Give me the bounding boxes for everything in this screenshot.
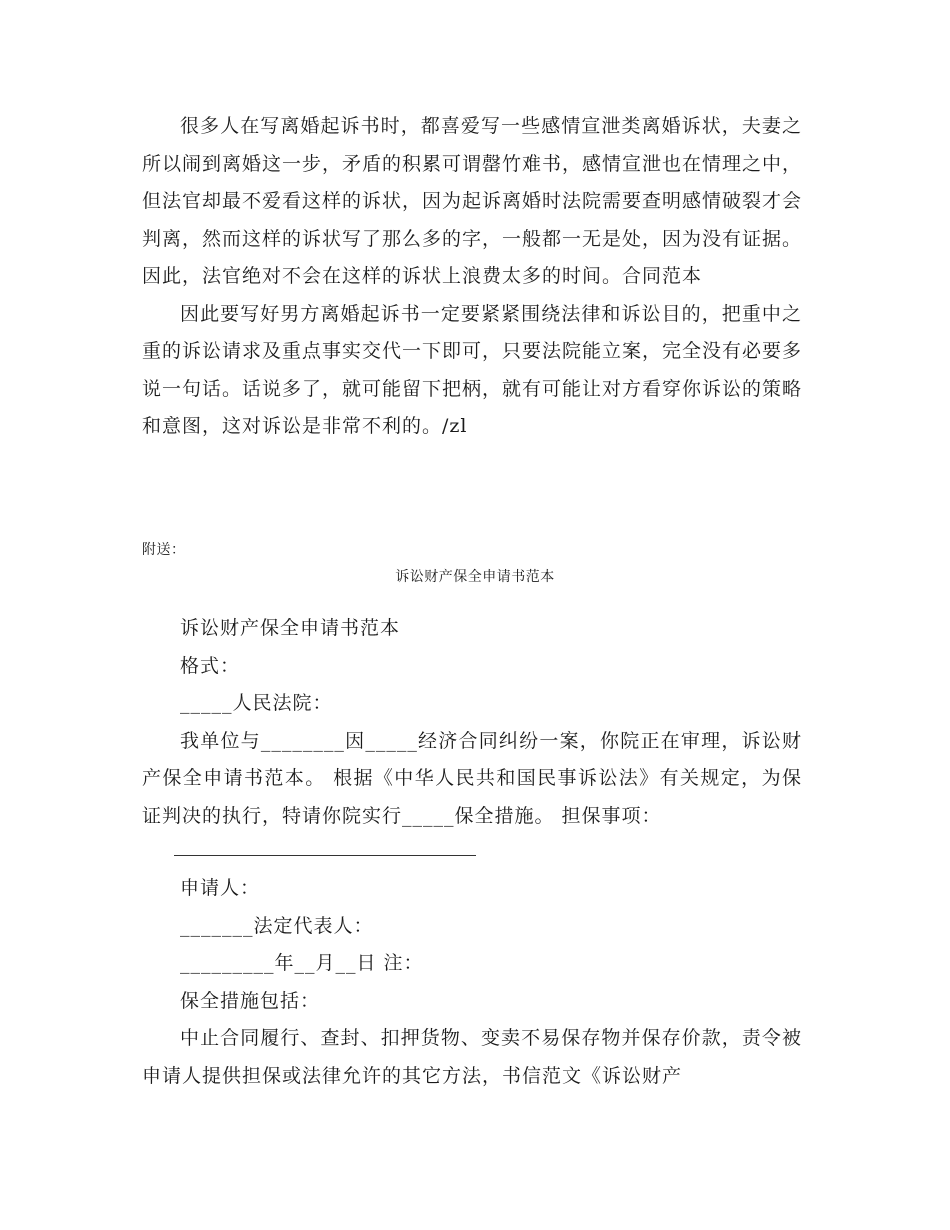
intro-section	[142, 108, 802, 446]
measures-text: 中止合同履行、查封、扣押货物、变卖不易保存物并保存价款，责令被申请人提供担保或法律允许的其它方法，书信范文《诉讼财产	[142, 1027, 802, 1087]
template-body: 我单位与________因_____经济合同纠纷一案，你院正在审理，诉讼财产保全申请书范本。 根据《中华人民共和国民事诉讼法》有关规定，为保证判决的执行，特请你院实行_____保全措施。 担保事项：	[142, 729, 802, 827]
appendix-title: 诉讼财产保全申请书范本	[395, 569, 555, 585]
template-heading: 诉讼财产保全申请书范本	[180, 617, 401, 639]
paragraph-emotional-complaints: 很多人在写离婚起诉书时，都喜爱写一些感情宣泄类离婚诉状，夫妻之所以闹到离婚这一步，矛盾的积累可谓罄竹难书，感情宣泄也在情理之中，但法官却最不爱看这样的诉状，因为起诉离婚时法院需要查明感情破裂才会判离，然而这样的诉状写了那么多的字，一般都一无是处，因为没有证据。因此，法官绝对不会在这样的诉状上浪费太多的时间。合同范本	[142, 115, 803, 287]
date-line: _________年__月__日 注：	[180, 952, 424, 974]
legal-representative-line: _______法定代表人：	[180, 914, 374, 937]
guarantee-blank-line	[174, 855, 476, 856]
paragraph-writing-advice: 因此要写好男方离婚起诉书一定要紧紧围绕法律和诉讼目的，把重中之重的诉讼请求及重点事实交代一下即可，只要法院能立案，完全没有必要多说一句话。话说多了，就可能留下把柄，就有可能让对方看穿你诉讼的策略和意图，这对诉讼是非常不利的。/zl	[142, 302, 803, 437]
template-section	[142, 610, 802, 1095]
applicant-line: 申请人：	[180, 877, 261, 899]
appendix-label: 附送：	[142, 542, 186, 558]
court-line: _____人民法院：	[180, 692, 333, 714]
measures-label: 保全措施包括：	[180, 989, 321, 1012]
format-label: 格式：	[180, 654, 241, 677]
